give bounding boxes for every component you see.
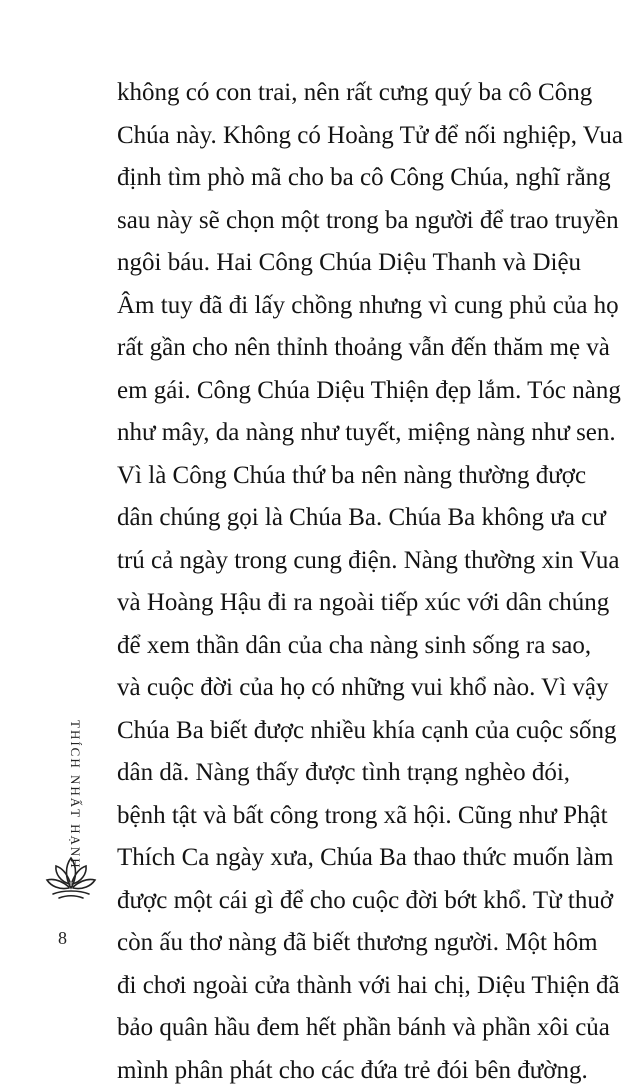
text-line: ngôi báu. Hai Công Chúa Diệu Thanh và Diệu xyxy=(117,242,587,285)
text-line: không có con trai, nên rất cưng quý ba cô Công xyxy=(117,72,587,115)
page-number: 8 xyxy=(58,928,67,949)
text-line: rất gần cho nên thỉnh thoảng vẫn đến thăm mẹ và xyxy=(117,327,587,370)
text-line: Chúa này. Không có Hoàng Tử để nối nghiệp, Vua xyxy=(117,115,587,158)
lotus-icon xyxy=(43,852,99,900)
text-line: và cuộc đời của họ có những vui khổ nào. Vì vậy xyxy=(117,667,587,710)
text-line: và Hoàng Hậu đi ra ngoài tiếp xúc với dân chúng xyxy=(117,582,587,625)
text-line: bệnh tật và bất công trong xã hội. Cũng như Phật xyxy=(117,795,587,838)
running-author: THÍCH NHẤT HẠNH xyxy=(67,720,83,870)
text-line: được một cái gì để cho cuộc đời bớt khổ. Từ thuở xyxy=(117,880,587,923)
text-line: đi chơi ngoài cửa thành với hai chị, Diệu Thiện đã xyxy=(117,965,587,1008)
text-line: định tìm phò mã cho ba cô Công Chúa, nghĩ rằng xyxy=(117,157,587,200)
text-line: để xem thần dân của cha nàng sinh sống ra sao, xyxy=(117,625,587,668)
text-line: còn ấu thơ nàng đã biết thương người. Một hôm xyxy=(117,922,587,965)
text-line: sau này sẽ chọn một trong ba người để trao truyền xyxy=(117,200,587,243)
text-line: mình phân phát cho các đứa trẻ đói bên đường. xyxy=(117,1050,587,1092)
text-line: em gái. Công Chúa Diệu Thiện đẹp lắm. Tóc nàng xyxy=(117,370,587,413)
text-line: Chúa Ba biết được nhiều khía cạnh của cuộc sống xyxy=(117,710,587,753)
text-line: như mây, da nàng như tuyết, miệng nàng như sen. xyxy=(117,412,587,455)
text-line: bảo quân hầu đem hết phần bánh và phần xôi của xyxy=(117,1007,587,1050)
body-text xyxy=(117,72,587,1092)
text-line: dân chúng gọi là Chúa Ba. Chúa Ba không ưa cư xyxy=(117,497,587,540)
text-line: dân dã. Nàng thấy được tình trạng nghèo đói, xyxy=(117,752,587,795)
text-line: Âm tuy đã đi lấy chồng nhưng vì cung phủ của họ xyxy=(117,285,587,328)
text-line: Vì là Công Chúa thứ ba nên nàng thường được xyxy=(117,455,587,498)
text-line: Thích Ca ngày xưa, Chúa Ba thao thức muốn làm xyxy=(117,837,587,880)
text-line: trú cả ngày trong cung điện. Nàng thường xin Vua xyxy=(117,540,587,583)
